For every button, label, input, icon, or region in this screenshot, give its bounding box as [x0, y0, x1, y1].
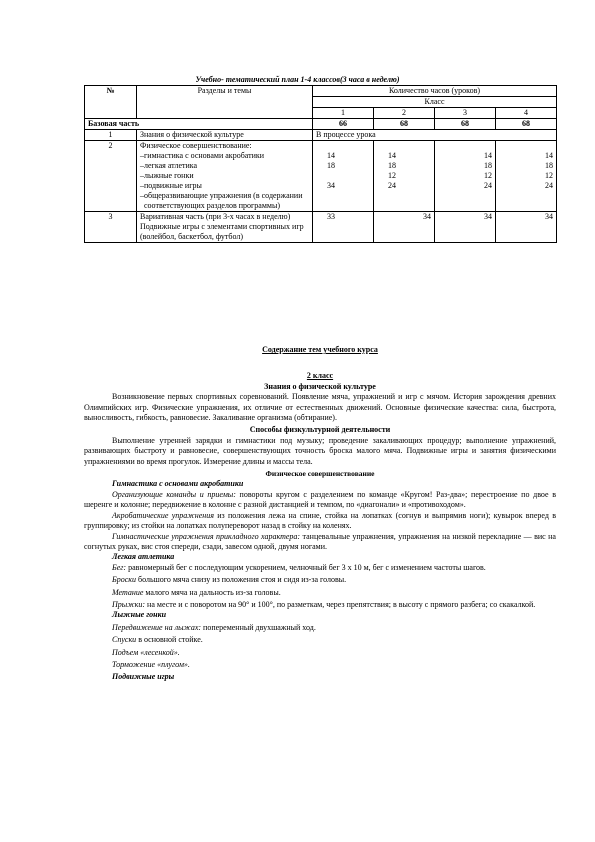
base-part-label: Базовая часть — [85, 119, 313, 130]
list-item: –подвижные игры — [140, 181, 202, 190]
hours-col — [313, 141, 374, 212]
curriculum-table — [84, 85, 557, 243]
hours-col — [374, 141, 435, 212]
paragraph: Торможение «плугом». — [112, 659, 190, 669]
base-part-value: 68 — [435, 119, 496, 130]
paragraph: Бег: равномерный бег с последующим ускорением, челночный бег 3 х 10 м, бег с изменением частоты шагов. — [112, 562, 486, 572]
hours-value: 12 — [388, 171, 396, 180]
paragraph: Прыжки: на месте и с поворотом на 90° и 100°, по разметкам, через препятствия; в высоту с прямого разбега; со скакалкой. — [112, 599, 536, 609]
class-number: 1 — [313, 108, 374, 119]
hours-col — [435, 141, 496, 212]
section-title: Знания о физической культуре — [264, 381, 376, 391]
header-sections: Разделы и темы — [137, 86, 313, 119]
content-title: Содержание тем учебного курса — [262, 345, 378, 354]
row-subtitle: Подвижные игры с элементами спортивных игр (волейбол, баскетбол, футбол) — [140, 222, 304, 241]
base-part-value: 68 — [496, 119, 557, 130]
class-number: 2 — [374, 108, 435, 119]
hours-value: 18 — [545, 161, 554, 170]
hours-value: 18 — [388, 161, 396, 170]
paragraph: Акробатические упражнения из положения лежа на спине, стойка на лопатках (согнув и выпрямив ноги); кувырок вперед в группировку; из стойки на лопатках полупереворот назад в стойку на коленях. — [84, 510, 556, 531]
hours-value: 33 — [313, 212, 374, 243]
hours-value: 34 — [435, 212, 496, 243]
list-item: –лыжные гонки — [140, 171, 194, 180]
row-title-cell — [137, 141, 313, 212]
hours-value: 14 — [484, 151, 492, 160]
section-title: Физическое совершенствование — [265, 469, 375, 479]
section-text: Возникновение первых спортивных соревнований. Появление мяча, упражнений и игр с мячом. История зарождения древних Олимпийских игр. Физические упражнения, их отличие от естественных движений. Основные физические качества: сила, быстрота, выносливость, гибкость, равновесие. Закаливание организма (обтирание). — [84, 392, 556, 423]
paragraph: Гимнастические упражнения прикладного характера: танцевальные упражнения, упражнения на низкой перекладине — вис на согнутых руках, вис стоя спереди, сзади, завесом одной, двумя ногами. — [84, 531, 556, 551]
paragraph: Организующие команды и приемы: повороты кругом с разделением по команде «Кругом! Раз-два»; перестроение по двое в шеренге и колонне; передвижение в колонне с разной дистанцией и темпом, по «диагонали» и «противоходом». — [84, 489, 556, 510]
class-heading: 2 класс — [306, 371, 334, 381]
section-title: Способы физкультурной деятельности — [249, 425, 391, 435]
row-number: 3 — [85, 212, 137, 243]
hours-value: 14 — [388, 151, 396, 160]
hours-value: 18 — [327, 161, 335, 170]
table-title: Учебно- тематический план 1-4 классов(3 часа в неделю) — [195, 75, 400, 84]
hours-value: 18 — [484, 161, 492, 170]
class-number: 3 — [435, 108, 496, 119]
hours-value: 24 — [545, 181, 554, 190]
paragraph: Метание малого мяча на дальность из-за головы. — [112, 587, 281, 597]
course-content — [84, 345, 556, 683]
list-item: – общеразвивающие упражнения (в содержании соответствующих разделов программы) — [140, 191, 303, 210]
paragraph: Броски большого мяча снизу из положения стоя и сидя из-за головы. — [112, 575, 347, 585]
row-value: В процессе урока — [313, 130, 557, 141]
list-item: –гимнастика с основами акробатики — [140, 151, 265, 160]
header-hours: Количество часов (уроков) — [313, 86, 557, 97]
hours-value: 34 — [374, 212, 435, 243]
hours-value: 24 — [484, 181, 492, 190]
hours-value — [327, 171, 370, 181]
row-title: Физическое совершенствование: — [140, 141, 252, 150]
hours-value: 24 — [388, 181, 396, 190]
section-text: Выполнение утренней зарядки и гимнастики под музыку; проведение закаливающих процедур; выполнение упражнений, развивающих быстроту и равновесие, совершенствующих точность броска малого мяча. Подвижные игры и занятия физическими упражнениями во время прогулок. Измерение длины и массы тела. — [84, 435, 556, 466]
paragraph: Передвижение на лыжах: попеременный двухшажный ход. — [112, 622, 316, 632]
row-title-cell — [137, 212, 313, 243]
subsection-title: Лыжные гонки — [112, 610, 167, 620]
hours-value: 34 — [496, 212, 557, 243]
hours-value: 34 — [327, 181, 335, 190]
hours-value: 14 — [545, 151, 554, 160]
paragraph: Подъем «лесенкой». — [112, 647, 180, 657]
base-part-value: 68 — [374, 119, 435, 130]
hours-col — [496, 141, 557, 212]
subsection-title: Легкая атлетика — [112, 552, 175, 562]
row-number: 1 — [85, 130, 137, 141]
base-part-value: 66 — [313, 119, 374, 130]
class-number: 4 — [496, 108, 557, 119]
paragraph: Спуски в основной стойке. — [112, 635, 203, 645]
hours-value: 12 — [545, 171, 554, 180]
header-class: Класс — [313, 97, 557, 108]
row-title: Знания о физической культуре — [137, 130, 313, 141]
subsection-title: Гимнастика с основами акробатики — [112, 479, 244, 489]
row-number: 2 — [85, 141, 137, 212]
list-item: –легкая атлетика — [140, 161, 198, 170]
hours-value: 14 — [327, 151, 335, 160]
row-title: Вариативная часть (при 3-х часах в неделю) — [140, 212, 291, 221]
header-no: № — [85, 86, 137, 119]
subsection-title: Подвижные игры — [112, 672, 175, 682]
hours-value: 12 — [484, 171, 492, 180]
